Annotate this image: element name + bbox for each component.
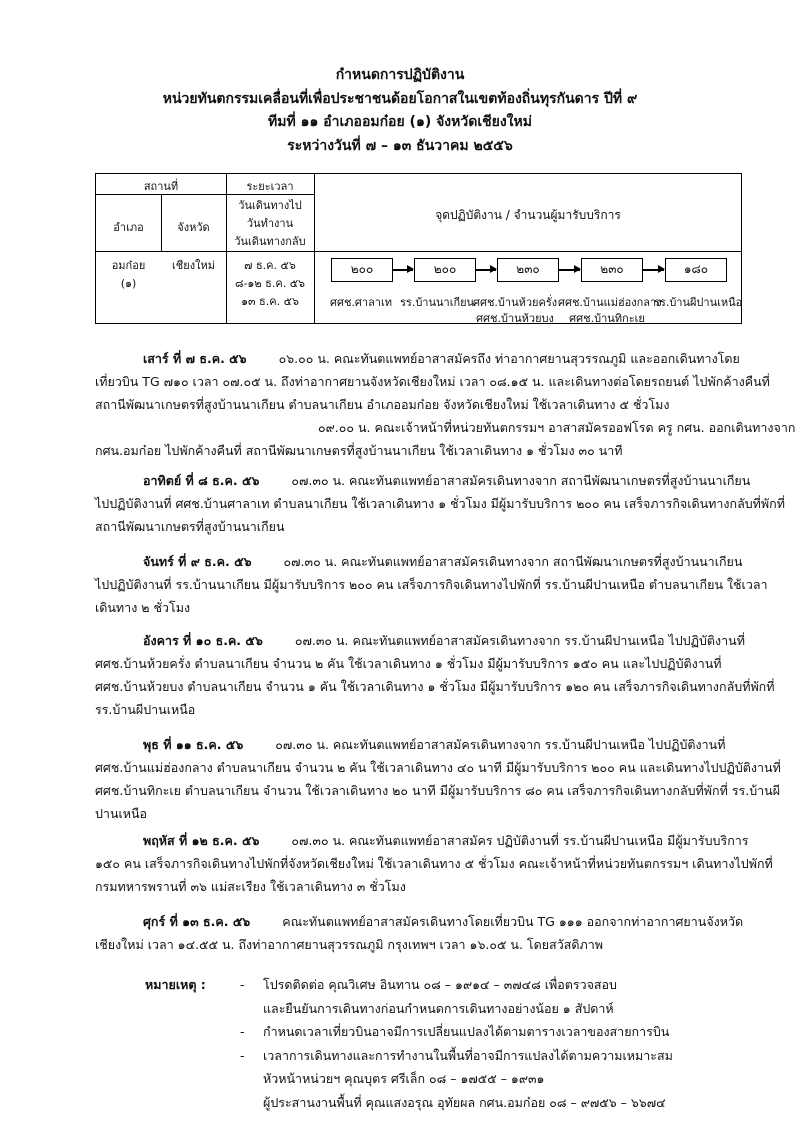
schedule-text: ไปปฏิบัติงานที่ รร.บ้านนาเกียน มีผู้มารับบริการ ๒๐๐ คน เสร็จภารกิจเดินทางไปพักที่ รร.บ้านผีปานเหนือ ตำบลนาเกียน ใช้เวลา: [95, 577, 768, 592]
count-box-4: ๒๓๐: [581, 258, 643, 282]
header-time: ระยะเวลา: [246, 180, 294, 193]
day-heading: จันทร์ ที่ ๙ ธ.ค. ๕๖: [143, 554, 252, 569]
note-text: เวลาการเดินทางและการทำงานในพื้นที่อาจมีการแปลงได้ตามความเหมาะสม: [263, 1047, 673, 1063]
table-divider: [314, 174, 315, 324]
schedule-day-6: [95, 829, 773, 898]
header-time-work: วันทำงาน: [246, 217, 294, 230]
note-text: กำหนดเวลาเที่ยวบินอาจมีการเปลี่ยนแปลงได้ตามตารางเวลาของสายการบิน: [263, 1024, 670, 1039]
schedule-text: ๑๕๐ คน เสร็จภารกิจเดินทางไปพักที่จังหวัดเชียงใหม่ ใช้เวลาเดินทาง ๕ ชั่วโมง คณะเจ้าหน้าที่หน่วยทันตกรรมฯ เดินทางไปพักที่: [95, 856, 773, 871]
schedule-text: ๐๗.๓๐ น. คณะทันตแพทย์อาสาสมัคร ปฏิบัติงานที่ รร.บ้านผีปานเหนือ มีผู้มารับบริการ: [291, 833, 749, 848]
arrow-right-icon: [393, 269, 413, 271]
location-label-2: รร.บ้านนาเกียน: [400, 296, 475, 309]
schedule-text: ศศช.บ้านทิกะเย ตำบลนาเกียน จำนวน ใช้เวลาเดินทาง ๒๐ นาที มีผู้มารับบริการ ๘๐ คน เสร็จภารกิจเดินทางกลับที่พักที่ รร.บ้านผี: [95, 783, 781, 798]
note-text: โปรดติดต่อ คุณวิเศษ อินทาน ๐๘ – ๑๙๑๔ – ๓๗๔๘ เพื่อตรวจสอบ: [263, 977, 617, 992]
header-place: สถานที่: [143, 180, 179, 193]
schedule-text: ๐๖.๐๐ น. คณะทันตแพทย์อาสาสมัครถึง ท่าอากาศยานสุวรรณภูมิ และออกเดินทางโดย: [278, 351, 740, 366]
schedule-text: เดินทาง ๒ ชั่วโมง: [95, 600, 191, 615]
schedule-day-4: [95, 629, 775, 721]
arrow-right-icon: [559, 269, 580, 271]
title-line-1: กำหนดการปฏิบัติงาน: [335, 67, 465, 83]
location-label-1: ศศช.ศาลาเท: [329, 296, 392, 309]
schedule-day-7: [95, 910, 755, 956]
cell-province: เชียงใหม่: [172, 259, 215, 272]
schedule-text: ศศช.บ้านแม่ฮ่องกลาง ตำบลนาเกียน จำนวน ๒ คัน ใช้เวลาเดินทาง ๔๐ นาที มีผู้มารับบริการ ๒๐๐ คน และเดินทางไปปฏิบัติงานที่: [95, 760, 781, 775]
note-text: หัวหน้าหน่วยฯ คุณบุตร ศรีเล็ก ๐๘ – ๑๗๕๕ – ๑๙๓๑: [263, 1071, 545, 1086]
cell-date-return: ๑๓ ธ.ค. ๕๖: [241, 295, 299, 308]
schedule-text: ไปปฏิบัติงานที่ ศศช.บ้านศาลาเท ตำบลนาเกียน ใช้เวลาเดินทาง ๑ ชั่วโมง มีผู้มารับบริการ ๒๐๐ คน เสร็จภารกิจเดินทางกลับที่พักที่: [95, 496, 785, 511]
schedule-text: กรมทหารพรานที่ ๓๖ แม่สะเรียง ใช้เวลาเดินทาง ๓ ชั่วโมง: [95, 879, 406, 894]
bullet-dash: -: [240, 1024, 245, 1039]
document-header: [0, 64, 800, 158]
bullet-dash: -: [240, 1047, 245, 1063]
day-heading: อาทิตย์ ที่ ๘ ธ.ค. ๕๖: [143, 473, 260, 488]
note-text: และยืนยันการเดินทางก่อนกำหนดการเดินทางอย่างน้อย ๑ สัปดาห์: [263, 1000, 614, 1016]
schedule-text: กศน.อมก๋อย ไปพักค้างคืนที่ สถานีพัฒนาเกษตรที่สูงบ้านนาเกียน ใช้เวลาเดินทาง ๑ ชั่วโมง ๓๐ นาที: [95, 443, 623, 458]
header-province: จังหวัด: [177, 221, 210, 234]
title-line-4: ระหว่างวันที่ ๗ – ๑๓ ธันวาคม ๒๕๕๖: [287, 137, 513, 154]
count-box-5: ๑๘๐: [665, 258, 727, 282]
schedule-text: สถานีพัฒนาเกษตรที่สูงบ้านนาเกียน: [95, 519, 285, 534]
schedule-text: คณะทันตแพทย์อาสาสมัครเดินทางโดยเที่ยวบิน TG ๑๑๑ ออกจากท่าอากาศยานจังหวัด: [282, 914, 744, 929]
schedule-text: ปานเหนือ: [95, 806, 148, 821]
location-label-5: รร.บ้านผีปานเหนือ: [654, 296, 743, 309]
count-box-2: ๒๐๐: [414, 258, 476, 282]
count-box-3: ๒๓๐: [497, 258, 559, 282]
schedule-text: รร.บ้านผีปานเหนือ: [95, 702, 196, 717]
schedule-text: ศศช.บ้านห้วยครั่ง ตำบลนาเกียน จำนวน ๒ คัน ใช้เวลาเดินทาง ๑ ชั่วโมง มีผู้มารับบริการ ๑๕๐ คน และไปปฏิบัติงานที่: [95, 656, 722, 671]
note-text: ผู้ประสานงานพื้นที่ คุณแสงอรุณ อุทัยผล กศน.อมก๋อย ๐๘ – ๙๗๕๖ – ๖๖๗๔: [263, 1094, 666, 1110]
count-box-1: ๒๐๐: [331, 258, 393, 282]
schedule-text: สถานีพัฒนาเกษตรที่สูงบ้านนาเกียน ตำบลนาเกียน อำเภออมก๋อย จังหวัดเชียงใหม่ ใช้เวลาเดินทาง ๕ ชั่วโมง: [95, 397, 670, 412]
cell-date-depart: ๗ ธ.ค. ๕๖: [244, 259, 296, 272]
notes-label: หมายเหตุ :: [145, 977, 206, 992]
day-heading: เสาร์ ที่ ๗ ธ.ค. ๕๖: [143, 351, 247, 366]
header-district: อำเภอ: [113, 221, 144, 234]
schedule-day-2: [95, 469, 785, 538]
table-divider: [96, 251, 742, 252]
schedule-text: เที่ยวบิน TG ๗๑๐ เวลา ๐๗.๐๕ น. ถึงท่าอากาศยานจังหวัดเชียงใหม่ เวลา ๐๘.๑๕ น. และเดินทางต่อโดยรถยนต์ ไปพักค้างคืนที่: [95, 374, 770, 389]
title-line-2: หน่วยทันตกรรมเคลื่อนที่เพื่อประชาชนด้อยโอกาสในเขตท้องถิ่นทุรกันดาร ปีที่ ๙: [162, 90, 638, 107]
location-label-4a: ศศช.บ้านแม่ฮ่องกลาง: [558, 296, 662, 309]
header-time-return: วันเดินทางกลับ: [234, 235, 306, 248]
schedule-text: ๐๗.๓๐ น. คณะทันตแพทย์อาสาสมัครเดินทางจาก รร.บ้านผีปานเหนือ ไปปฏิบัติงานที่: [294, 633, 745, 648]
arrow-right-icon: [643, 269, 664, 271]
cell-district: อมก๋อย: [111, 259, 146, 272]
day-heading: อังคาร ที่ ๑๐ ธ.ค. ๕๖: [143, 633, 263, 648]
day-heading: ศุกร์ ที่ ๑๓ ธ.ค. ๕๖: [143, 914, 251, 929]
location-label-4b: ศศช.บ้านทิกะเย: [569, 312, 645, 325]
header-time-depart: วันเดินทางไป: [238, 199, 302, 212]
schedule-day-5: [95, 733, 781, 825]
notes-section: [145, 973, 765, 1114]
schedule-day-3: [95, 550, 768, 619]
cell-date-work: ๘-๑๒ ธ.ค. ๕๖: [234, 277, 306, 290]
title-line-3: ทีมที่ ๑๑ อำเภออมก๋อย (๑) จังหวัดเชียงใหม่: [268, 114, 532, 130]
location-label-3b: ศศช.บ้านห้วยบง: [476, 312, 554, 325]
schedule-text: ๐๗.๓๐ น. คณะทันตแพทย์อาสาสมัครเดินทางจาก รร.บ้านผีปานเหนือ ไปปฏิบัติงานที่: [275, 737, 726, 752]
schedule-text: ศศช.บ้านห้วยบง ตำบลนาเกียน จำนวน ๑ คัน ใช้เวลาเดินทาง ๑ ชั่วโมง มีผู้มารับบริการ ๑๒๐ คน เสร็จภารกิจเดินทางกลับที่พักที่: [95, 679, 775, 694]
schedule-text: ๐๙.๐๐ น. คณะเจ้าหน้าที่หน่วยทันตกรรมฯ อาสาสมัครออฟโรด ครู กศน. ออกเดินทางจาก: [318, 420, 796, 435]
arrow-right-icon: [476, 269, 496, 271]
bullet-dash: -: [240, 977, 245, 992]
location-label-3a: ศศช.บ้านห้วยครั่ง: [473, 296, 558, 309]
schedule-text: ๐๗.๓๐ น. คณะทันตแพทย์อาสาสมัครเดินทางจาก สถานีพัฒนาเกษตรที่สูงบ้านนาเกียน: [291, 473, 751, 488]
schedule-day-1: [95, 347, 796, 462]
day-heading: พฤหัส ที่ ๑๒ ธ.ค. ๕๖: [143, 833, 260, 848]
day-heading: พุธ ที่ ๑๑ ธ.ค. ๕๖: [143, 737, 244, 752]
schedule-text: ๐๗.๓๐ น. คณะทันตแพทย์อาสาสมัครเดินทางจาก สถานีพัฒนาเกษตรที่สูงบ้านนาเกียน: [283, 554, 743, 569]
cell-district-number: (๑): [120, 277, 137, 290]
header-points: จุดปฏิบัติงาน / จำนวนผู้มารับบริการ: [435, 208, 621, 222]
schedule-text: เชียงใหม่ เวลา ๑๔.๕๕ น. ถึงท่าอากาศยานสุวรรณภูมิ กรุงเทพฯ เวลา ๑๖.๐๕ น. โดยสวัสดิภาพ: [95, 937, 603, 952]
